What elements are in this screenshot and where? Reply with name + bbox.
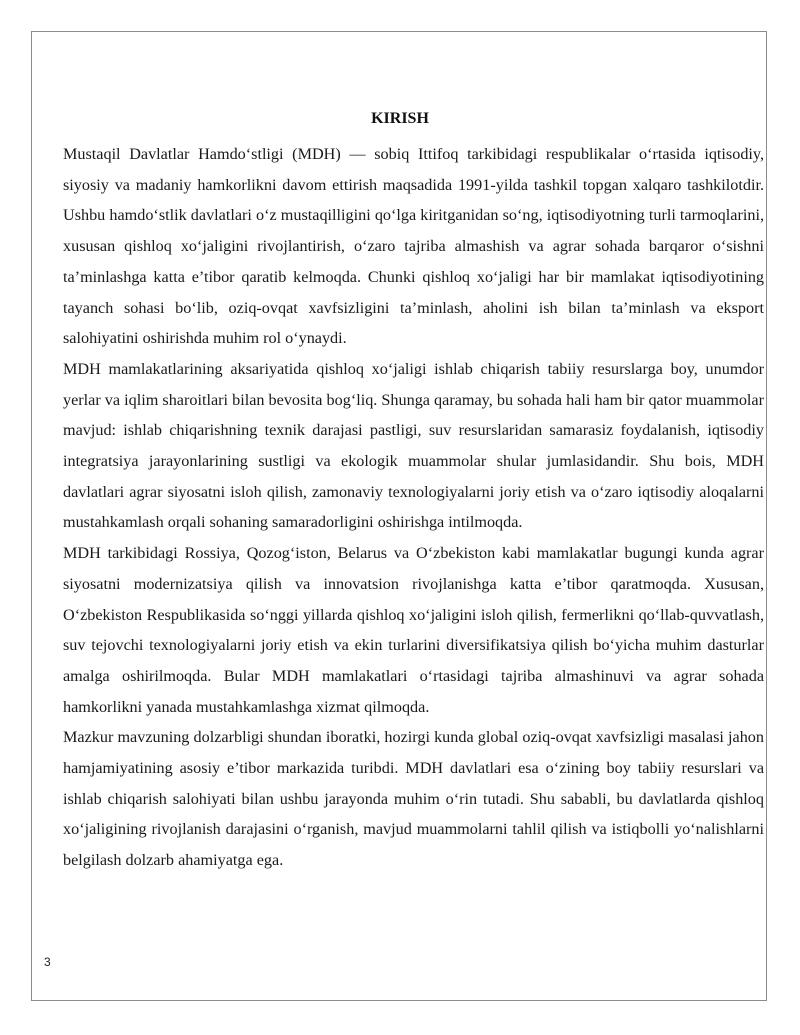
paragraph-4: Mazkur mavzuning dolzarbligi shundan iboratki, hozirgi kunda global oziq-ovqat xavfsizligi masalasi jahon hamjamiyatining asosiy e’tibor markazida turibdi. MDH davlatlari esa o‘zining boy tabiiy resurslari va ishlab chiqarish salohiyati bilan ushbu jarayonda muhim o‘rin tutadi. Shu sababli, bu davlatlarda qishloq xo‘jaligining rivojlanish darajasini o‘rganish, mavjud muammolarni tahlil qilish va istiqbolli yo‘nalishlarni belgilash dolzarb ahamiyatga ega. (63, 728, 764, 870)
document-title: KIRISH (371, 110, 429, 127)
document-body (63, 139, 764, 876)
paragraph-3: MDH tarkibidagi Rossiya, Qozog‘iston, Belarus va O‘zbekiston kabi mamlakatlar bugungi kunda agrar siyosatni modernizatsiya qilish va innovatsion rivojlanishga katta e’tibor qaratmoqda. Xususan, O‘zbekiston Respublikasida so‘nggi yillarda qishloq xo‘jaligini isloh qilish, fermerlikni qo‘llab-quvvatlash, suv tejovchi texnologiyalarni joriy etish va ekin turlarini diversifikatsiya qilish bo‘yicha muhim dasturlar amalga oshirilmoqda. Bular MDH mamlakatlari o‘rtasidagi tajriba almashinuvi va agrar sohada hamkorlikni yanada mustahkamlashga xizmat qilmoqda. (63, 544, 764, 716)
paragraph-2: MDH mamlakatlarining aksariyatida qishloq xo‘jaligi ishlab chiqarish tabiiy resurslarga boy, unumdor yerlar va iqlim sharoitlari bilan bevosita bog‘liq. Shunga qaramay, bu sohada hali ham bir qator muammolar mavjud: ishlab chiqarishning texnik darajasi pastligi, suv resurslaridan samarasiz foydalanish, iqtisodiy integratsiya jarayonlarining sustligi va ekologik muammolar shular jumlasidandir. Shu bois, MDH davlatlari agrar siyosatni isloh qilish, zamonaviy texnologiyalarni joriy etish va o‘zaro iqtisodiy aloqalarni mustahkamlash orqali sohaning samaradorligini oshirishga intilmoqda. (63, 359, 764, 532)
paragraph-1: Mustaqil Davlatlar Hamdo‘stligi (MDH) — sobiq Ittifoq tarkibidagi respublikalar o‘rtasida iqtisodiy, siyosiy va madaniy hamkorlikni davom ettirish maqsadida 1991-yilda tashkil topgan xalqaro tashkilotdir. Ushbu hamdo‘stlik davlatlari o‘z mustaqilligini qo‘lga kiritganidan so‘ng, iqtisodiyotning turli tarmoqlarini, xususan qishloq xo‘jaligini rivojlantirish, o‘zaro tajriba almashish va agrar sohada barqaror o‘sishni ta’minlashga katta e’tibor qaratib kelmoqda. Chunki qishloq xo‘jaligi har bir mamlakat iqtisodiyotining tayanch sohasi bo‘lib, oziq-ovqat xavfsizligini ta’minlash, aholini ish bilan ta’minlash va eksport salohiyatini oshirishda muhim rol o‘ynaydi. (63, 145, 764, 348)
page-number: 3 (44, 955, 51, 969)
